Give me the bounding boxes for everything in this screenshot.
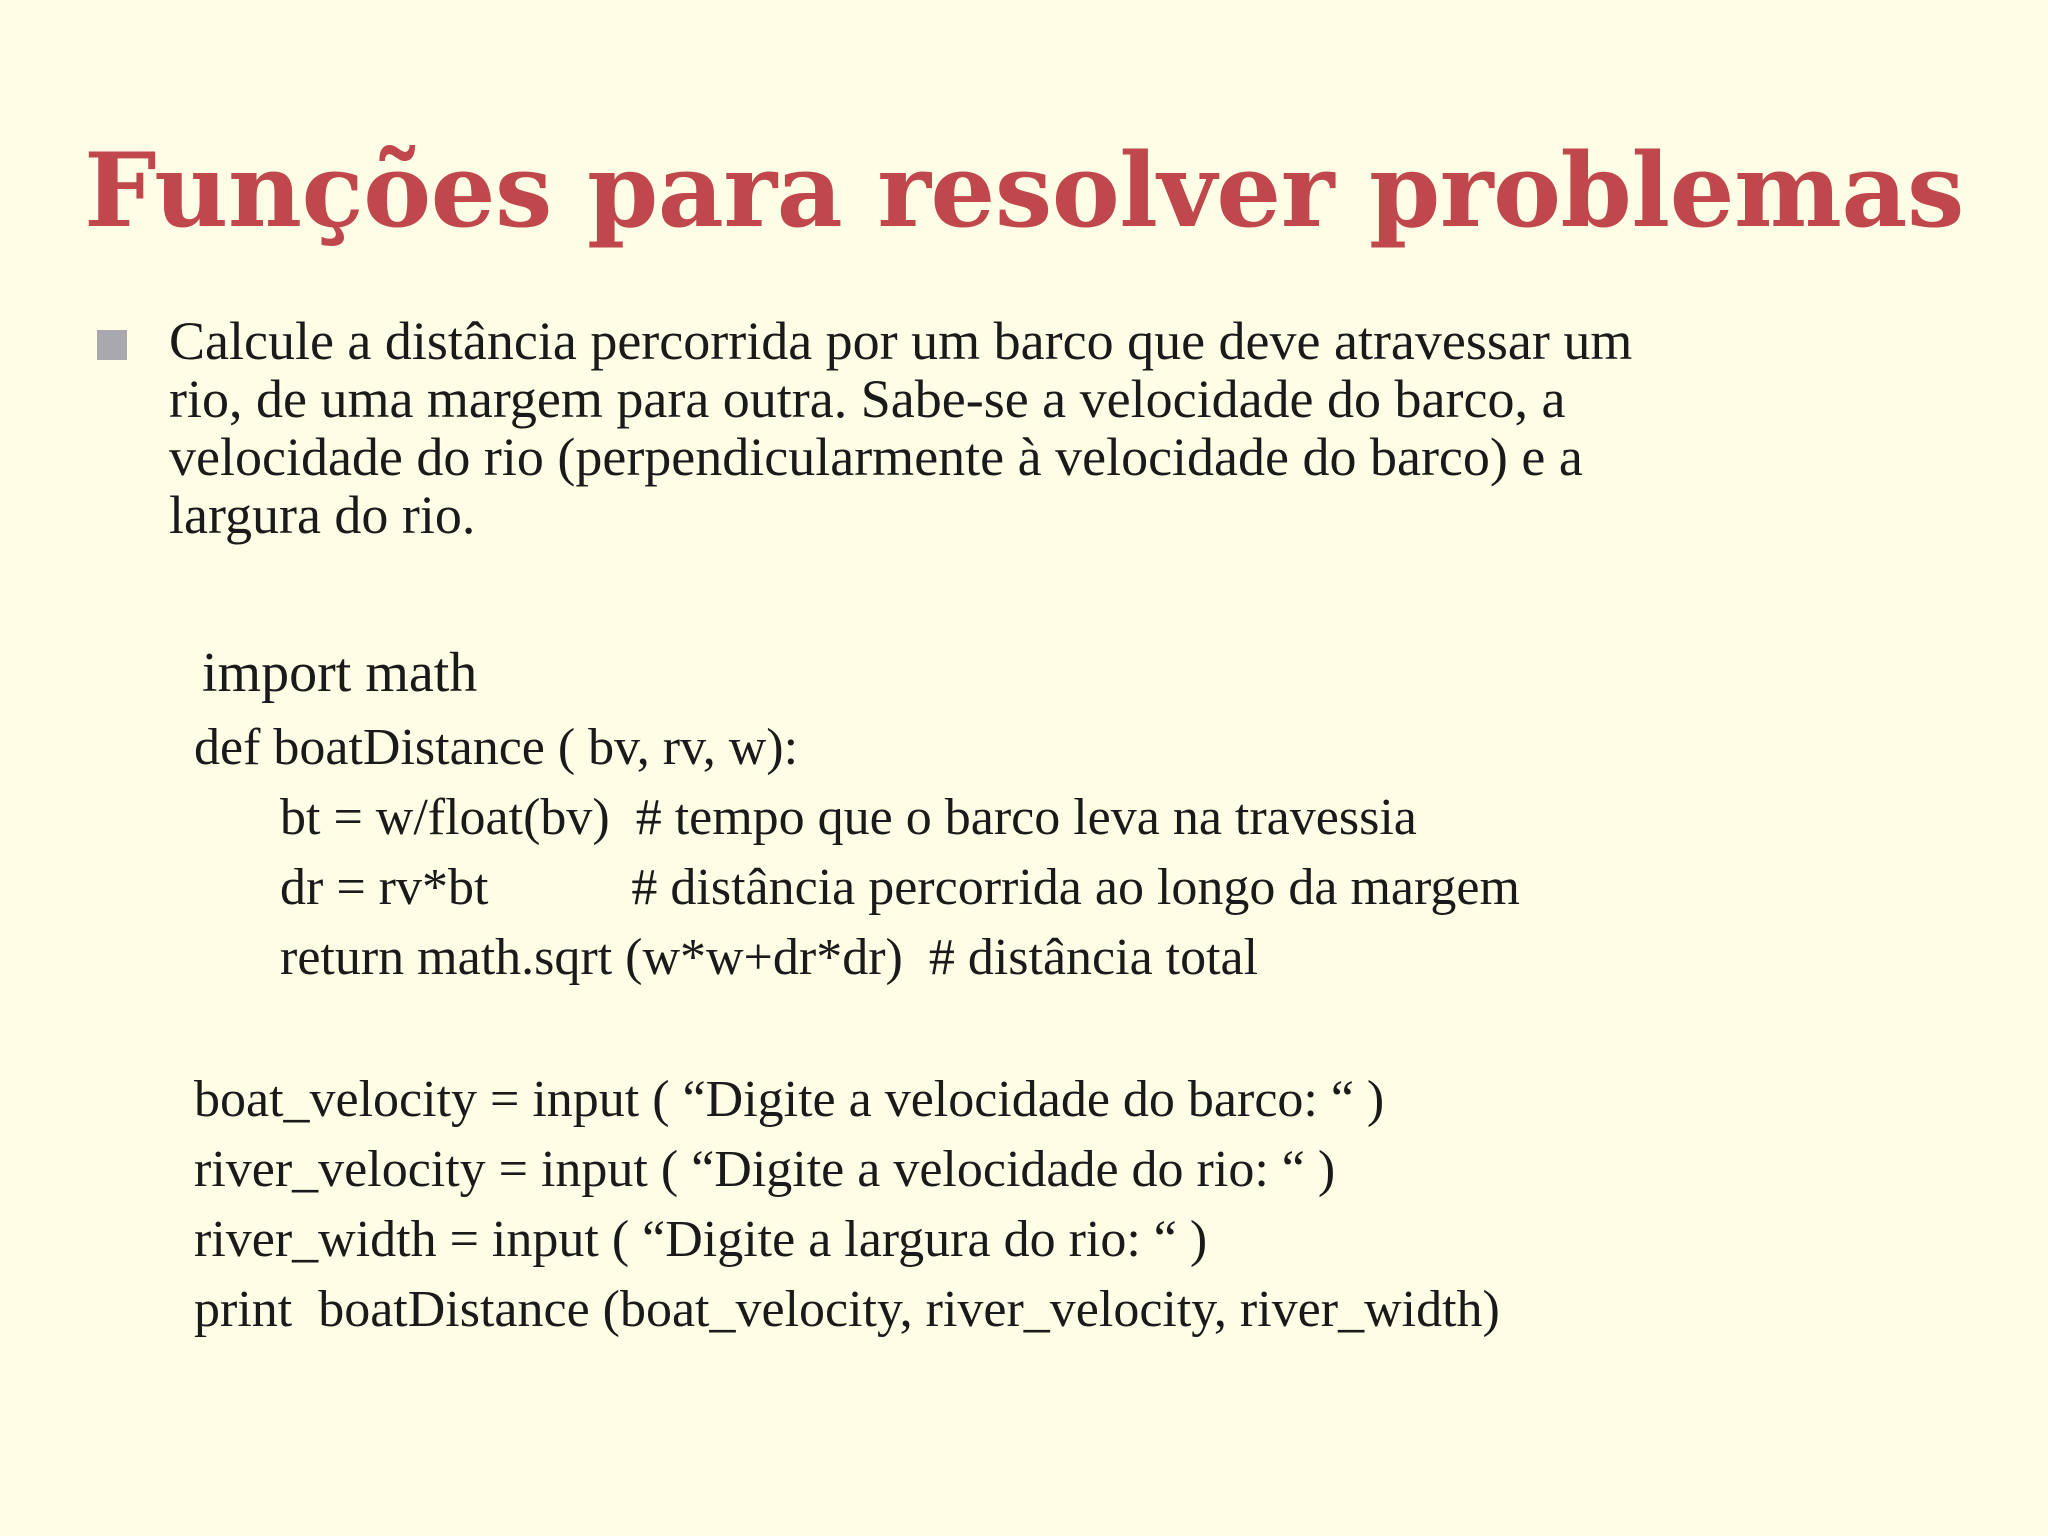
code-line-bt: bt = w/float(bv) # tempo que o barco leva na travessia (280, 789, 1417, 846)
code-line-def: def boatDistance ( bv, rv, w): (194, 719, 799, 776)
code-line-return: return math.sqrt (w*w+dr*dr) # distância total (280, 929, 1259, 986)
bullet-text: Calcule a distância percorrida por um barco que deve atravessar um rio, de uma margem para outra. Sabe-se a velocidade do barco, a velocidade do rio (perpendicularmente à velocidade do barco) e a largura do rio. (169, 311, 1633, 545)
code-line-dr: dr = rv*bt # distância percorrida ao longo da margem (280, 859, 1520, 916)
code-line-print: print boatDistance (boat_velocity, river_velocity, river_width) (194, 1281, 1500, 1338)
code-line-boat-velocity: boat_velocity = input ( “Digite a velocidade do barco: “ ) (194, 1071, 1385, 1128)
code-line-river-width: river_width = input ( “Digite a largura do rio: “ ) (194, 1211, 1208, 1268)
code-line-import: import math (202, 642, 478, 704)
square-bullet-icon (97, 330, 127, 360)
slide-title: Funções para resolver problemas (84, 131, 1964, 251)
code-line-river-velocity: river_velocity = input ( “Digite a velocidade do rio: “ ) (194, 1141, 1336, 1198)
